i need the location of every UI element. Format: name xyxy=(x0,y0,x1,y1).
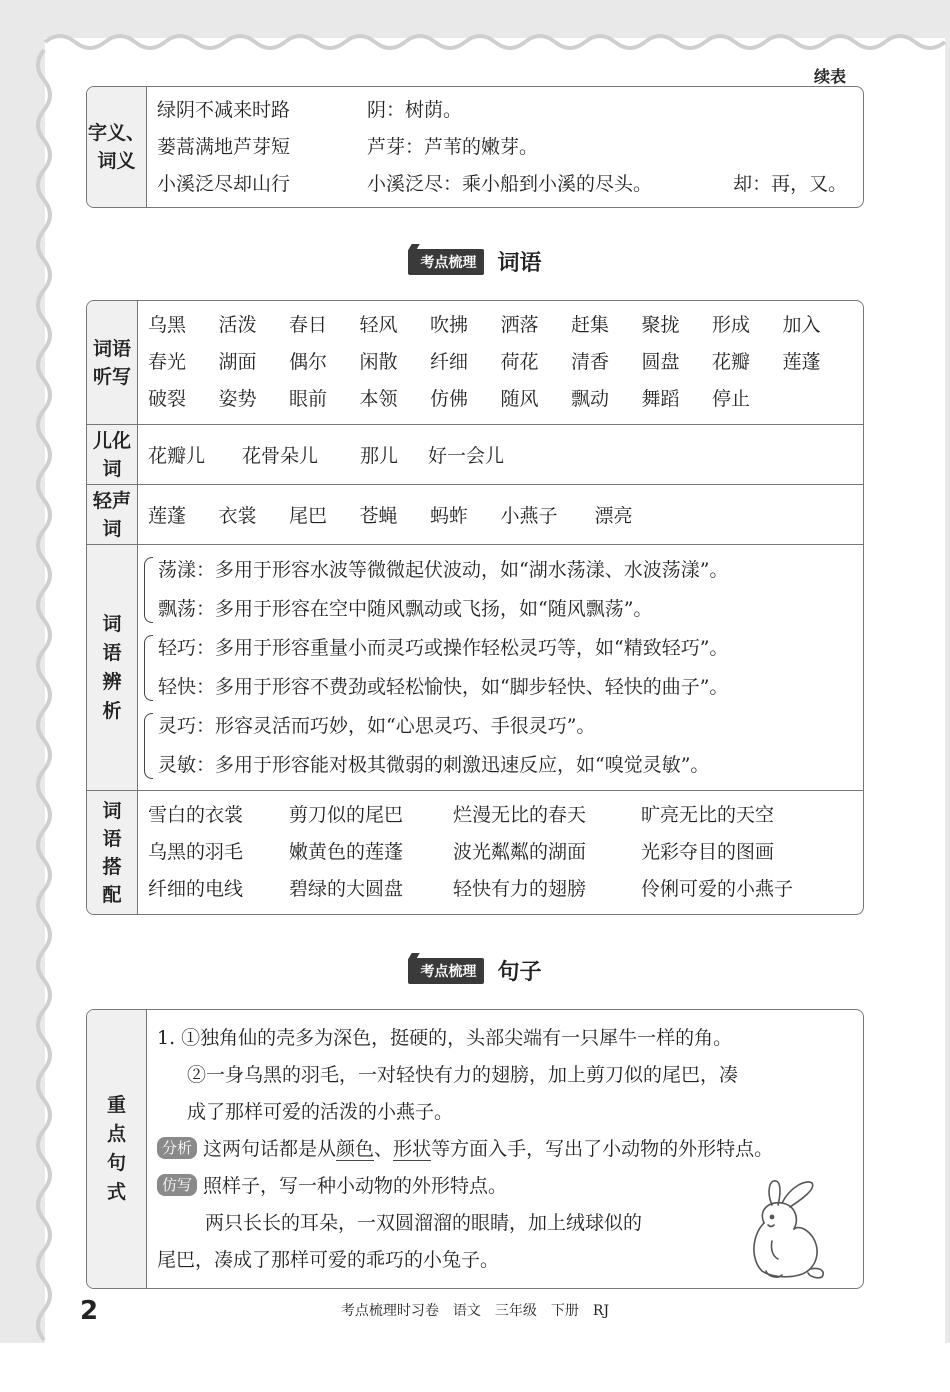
sentence-line: 1. ①独角仙的壳多为深色，挺硬的，头部尖端有一只犀牛一样的角。 xyxy=(157,1026,733,1049)
collocation-row xyxy=(148,871,853,908)
sentence-line: 成了那样可爱的活泼的小燕子。 xyxy=(187,1100,454,1123)
word: 苍蝇 xyxy=(359,505,398,527)
phrase: 旷亮无比的天空 xyxy=(641,804,775,826)
word: 仿佛 xyxy=(430,388,469,410)
label-line: 词语 xyxy=(92,337,131,360)
dictation-row xyxy=(148,307,853,344)
top-table xyxy=(86,86,864,208)
underlined-text: 颜色 xyxy=(336,1137,375,1160)
poem-row xyxy=(157,129,853,166)
wave-border-left xyxy=(30,30,56,1350)
analysis-label xyxy=(87,545,138,791)
poem-explain: 芦芽：芦苇的嫩芽。 xyxy=(367,135,539,158)
word: 衣裳 xyxy=(218,505,257,527)
text: 这两句话都是从 xyxy=(203,1137,337,1160)
label-char: 语 xyxy=(102,827,122,850)
word: 加入 xyxy=(782,314,821,336)
label-line: 词 xyxy=(102,517,122,540)
bottom-strip xyxy=(0,1343,950,1392)
word: 乌黑 xyxy=(148,314,187,336)
word: 花瓣 xyxy=(712,351,751,373)
word: 尾巴 xyxy=(289,505,328,527)
section-heading-words xyxy=(0,246,950,277)
word: 清香 xyxy=(571,351,610,373)
collocation-content xyxy=(138,791,863,914)
word: 圆盘 xyxy=(641,351,680,373)
analysis-content xyxy=(138,545,863,791)
phrase: 剪刀似的尾巴 xyxy=(289,804,404,826)
word: 轻风 xyxy=(359,314,398,336)
poem-phrase: 小溪泛尽却山行 xyxy=(157,172,291,195)
word: 飘动 xyxy=(571,388,610,410)
text: 、 xyxy=(374,1137,394,1160)
word: 那儿 xyxy=(360,445,399,467)
label-char: 配 xyxy=(102,883,122,906)
word: 漂亮 xyxy=(594,505,633,527)
poem-explain: 小溪泛尽：乘小船到小溪的尽头。 xyxy=(367,172,653,195)
word: 荷花 xyxy=(500,351,539,373)
label-line: 词 xyxy=(102,457,122,480)
word: 破裂 xyxy=(148,388,187,410)
poem-explain: 阴：树荫。 xyxy=(367,98,463,121)
section-title: 词语 xyxy=(497,251,542,276)
section-badge: 考点梳理 xyxy=(408,249,484,275)
section-title: 句子 xyxy=(497,960,542,985)
word: 莲蓬 xyxy=(148,505,187,527)
analysis-group xyxy=(144,707,857,785)
word: 舞蹈 xyxy=(641,388,680,410)
word: 姿势 xyxy=(218,388,257,410)
word: 好一会儿 xyxy=(428,445,505,467)
word: 莲蓬 xyxy=(782,351,821,373)
word: 洒落 xyxy=(500,314,539,336)
example-line: 两只长长的耳朵，一双圆溜溜的眼睛，加上绒球似的 xyxy=(205,1211,643,1234)
word: 本领 xyxy=(359,388,398,410)
erhua-content xyxy=(138,425,863,485)
phrase: 嫩黄色的莲蓬 xyxy=(289,841,404,863)
word: 赶集 xyxy=(571,314,610,336)
phrase: 纤细的电线 xyxy=(148,878,244,900)
word: 眼前 xyxy=(289,388,328,410)
analysis-line: 飘荡：多用于形容在空中随风飘动或飞扬，如“随风飘荡”。 xyxy=(158,597,653,620)
label-char: 辨 xyxy=(102,670,122,693)
top-table-content xyxy=(147,87,863,207)
section-heading-sentences xyxy=(0,955,950,986)
top-table-label xyxy=(87,87,147,207)
word: 纤细 xyxy=(430,351,469,373)
dictation-row xyxy=(148,381,853,418)
analysis-group xyxy=(144,551,857,629)
dictation-content xyxy=(138,301,863,425)
word: 湖面 xyxy=(218,351,257,373)
underlined-text: 形状 xyxy=(393,1137,432,1160)
word: 蚂蚱 xyxy=(430,505,469,527)
sentence-label xyxy=(87,1010,147,1288)
poem-phrase: 蒌蒿满地芦芽短 xyxy=(157,135,291,158)
poem-row xyxy=(157,166,853,203)
word: 闲散 xyxy=(359,351,398,373)
phrase: 乌黑的羽毛 xyxy=(148,841,244,863)
collocation-row xyxy=(148,797,853,834)
phrase: 雪白的衣裳 xyxy=(148,804,244,826)
words-table xyxy=(86,300,864,915)
text: 等方面入手，写出了小动物的外形特点。 xyxy=(431,1137,774,1160)
analysis-line: 轻巧：多用于形容重量小而灵巧或操作轻松灵巧等，如“精致轻巧”。 xyxy=(158,636,729,659)
word: 吹拂 xyxy=(430,314,469,336)
label-char: 式 xyxy=(106,1181,126,1203)
label-char: 重 xyxy=(106,1094,126,1116)
word: 春日 xyxy=(289,314,328,336)
phrase: 轻快有力的翅膀 xyxy=(453,878,587,900)
word: 花骨朵儿 xyxy=(242,445,319,467)
phrase: 光彩夺目的图画 xyxy=(641,841,775,863)
footer-text: 考点梳理时习卷 语文 三年级 下册 RJ xyxy=(340,1303,610,1319)
analysis-line xyxy=(157,1131,855,1168)
imitate-tag: 仿写 xyxy=(157,1174,197,1196)
label-line: 听写 xyxy=(92,365,131,388)
word: 形成 xyxy=(712,314,751,336)
phrase: 波光粼粼的湖面 xyxy=(453,841,587,863)
phrase: 烂漫无比的春天 xyxy=(453,804,587,826)
example-line: 尾巴，凑成了那样可爱的乖巧的小兔子。 xyxy=(157,1248,500,1271)
word: 偶尔 xyxy=(289,351,328,373)
poem-row xyxy=(157,92,853,129)
label-char: 点 xyxy=(106,1123,126,1145)
section-badge: 考点梳理 xyxy=(408,958,484,984)
phrase: 碧绿的大圆盘 xyxy=(289,878,404,900)
qingsheng-content xyxy=(138,485,863,545)
analysis-line: 轻快：多用于形容不费劲或轻松愉快，如“脚步轻快、轻快的曲子”。 xyxy=(158,675,729,698)
label-char: 语 xyxy=(102,641,122,664)
analysis-tag: 分析 xyxy=(157,1137,197,1159)
text: 照样子，写一种小动物的外形特点。 xyxy=(203,1174,508,1197)
label-char: 句 xyxy=(106,1152,126,1174)
word: 花瓣儿 xyxy=(148,445,206,467)
rabbit-illustration xyxy=(744,1175,830,1281)
continued-label: 续表 xyxy=(813,67,846,86)
poem-phrase: 绿阴不减来时路 xyxy=(157,98,291,121)
label-line: 词义 xyxy=(97,150,136,172)
label-line: 轻声 xyxy=(92,489,131,512)
wave-border-top xyxy=(0,28,950,54)
label-char: 词 xyxy=(102,612,122,635)
dictation-row xyxy=(148,344,853,381)
label-line: 儿化 xyxy=(92,429,131,452)
erhua-label xyxy=(87,425,138,485)
label-line: 字义、 xyxy=(87,122,145,144)
label-char: 析 xyxy=(102,699,122,722)
collocation-row xyxy=(148,834,853,871)
analysis-line: 灵巧：形容灵活而巧妙，如“心思灵巧、手很灵巧”。 xyxy=(158,714,596,737)
word: 春光 xyxy=(148,351,187,373)
analysis-line: 灵敏：多用于形容能对极其微弱的刺激迅速反应，如“嗅觉灵敏”。 xyxy=(158,753,710,776)
word: 小燕子 xyxy=(500,505,558,527)
phrase: 伶俐可爱的小燕子 xyxy=(641,878,794,900)
word: 聚拢 xyxy=(641,314,680,336)
word: 活泼 xyxy=(218,314,257,336)
label-char: 搭 xyxy=(102,855,122,878)
word: 停止 xyxy=(712,388,751,410)
collocation-label xyxy=(87,791,138,914)
analysis-group xyxy=(144,629,857,707)
sentence-line: ②一身乌黑的羽毛，一对轻快有力的翅膀，加上剪刀似的尾巴，凑 xyxy=(187,1063,739,1086)
analysis-line: 荡漾：多用于形容水波等微微起伏波动，如“湖水荡漾、水波荡漾”。 xyxy=(158,558,729,581)
label-char: 词 xyxy=(102,799,122,822)
page-number: 2 xyxy=(80,1296,99,1326)
qingsheng-label xyxy=(87,485,138,545)
word: 随风 xyxy=(500,388,539,410)
dictation-label xyxy=(87,301,138,425)
poem-explain-2: 却：再，又。 xyxy=(733,172,848,195)
